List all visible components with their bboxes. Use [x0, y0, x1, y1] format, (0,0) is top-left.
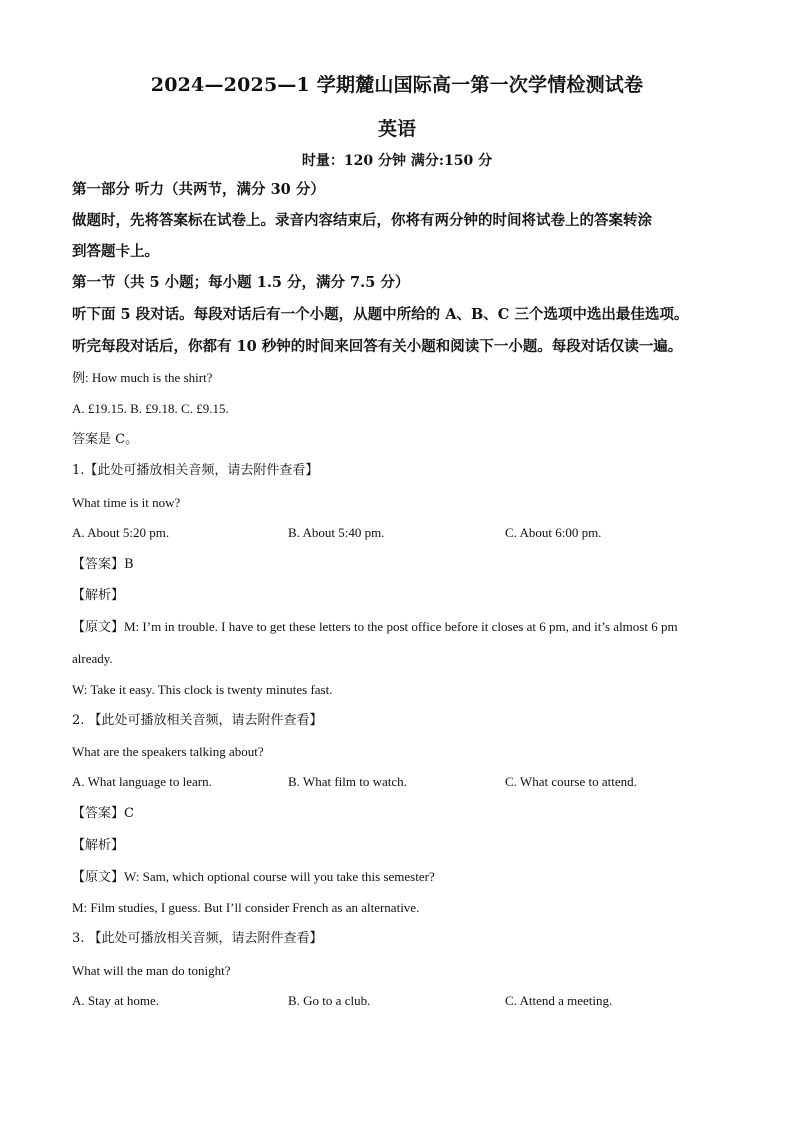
q1-script-line3: W: Take it easy. This clock is twenty minutes fast. — [72, 682, 333, 697]
q1-option-a: A. About 5:20 pm. — [72, 525, 170, 540]
q1-script-line2: already. — [72, 651, 113, 666]
q2-option-c: C. What course to attend. — [505, 774, 637, 789]
section1-directions-line1: 听下面 5 段对话。每段对话后有一个小题，从题中所给的 A、B、C 三个选项中选出最佳选项。 — [72, 306, 689, 323]
q1-options — [0, 525, 794, 543]
q2-script-line2: M: Film studies, I guess. But I’ll consider French as an alternative. — [72, 900, 420, 915]
q3-question: What will the man do tonight? — [72, 963, 231, 978]
q1-option-b: B. About 5:40 pm. — [288, 525, 385, 540]
q2-script-line1: 【原文】W: Sam, which optional course will you take this semester? — [72, 869, 435, 884]
q1-audio-note: 1.【此处可播放相关音频，请去附件查看】 — [72, 463, 319, 478]
q3-options — [0, 993, 794, 1011]
q2-answer: 【答案】C — [72, 806, 134, 821]
section1-heading: 第一节（共 5 小题；每小题 1.5 分，满分 7.5 分） — [72, 274, 410, 291]
q1-analysis: 【解析】 — [72, 588, 125, 603]
q2-analysis: 【解析】 — [72, 838, 125, 853]
q2-audio-note: 2. 【此处可播放相关音频，请去附件查看】 — [72, 713, 323, 728]
q3-option-b: B. Go to a club. — [288, 993, 371, 1008]
q2-options — [0, 774, 794, 792]
part1-heading: 第一部分 听力（共两节，满分 30 分） — [72, 181, 325, 198]
q1-question: What time is it now? — [72, 495, 181, 510]
part1-instruction-line1: 做题时，先将答案标在试卷上。录音内容结束后，你将有两分钟的时间将试卷上的答案转涂 — [72, 212, 652, 229]
subject-title: 英语 — [377, 118, 416, 140]
q3-option-c: C. Attend a meeting. — [505, 993, 613, 1008]
q1-answer: 【答案】B — [72, 557, 134, 572]
section1-directions-line2: 听完每段对话后，你都有 10 秒钟的时间来回答有关小题和阅读下一小题。每段对话仅读一遍。 — [72, 338, 683, 355]
q1-option-c: C. About 6:00 pm. — [505, 525, 602, 540]
q3-audio-note: 3. 【此处可播放相关音频，请去附件查看】 — [72, 931, 323, 946]
q2-option-a: A. What language to learn. — [72, 774, 212, 789]
q1-script-line1: 【原文】M: I’m in trouble. I have to get these letters to the post office before it closes at 6 pm, and it’s almost 6 pm — [72, 619, 678, 634]
part1-instruction-line2: 到答题卡上。 — [72, 243, 159, 260]
exam-meta: 时量：120 分钟 满分:150 分 — [301, 153, 493, 169]
exam-title: 2024—2025—1 学期麓山国际高一第一次学情检测试卷 — [150, 74, 644, 96]
q3-option-a: A. Stay at home. — [72, 993, 160, 1008]
q2-question: What are the speakers talking about? — [72, 744, 264, 759]
q2-option-b: B. What film to watch. — [288, 774, 407, 789]
example-question: 例: How much is the shirt? — [72, 370, 213, 385]
example-answer: 答案是 C。 — [72, 432, 139, 447]
example-options: A. £19.15. B. £9.18. C. £9.15. — [72, 401, 229, 416]
